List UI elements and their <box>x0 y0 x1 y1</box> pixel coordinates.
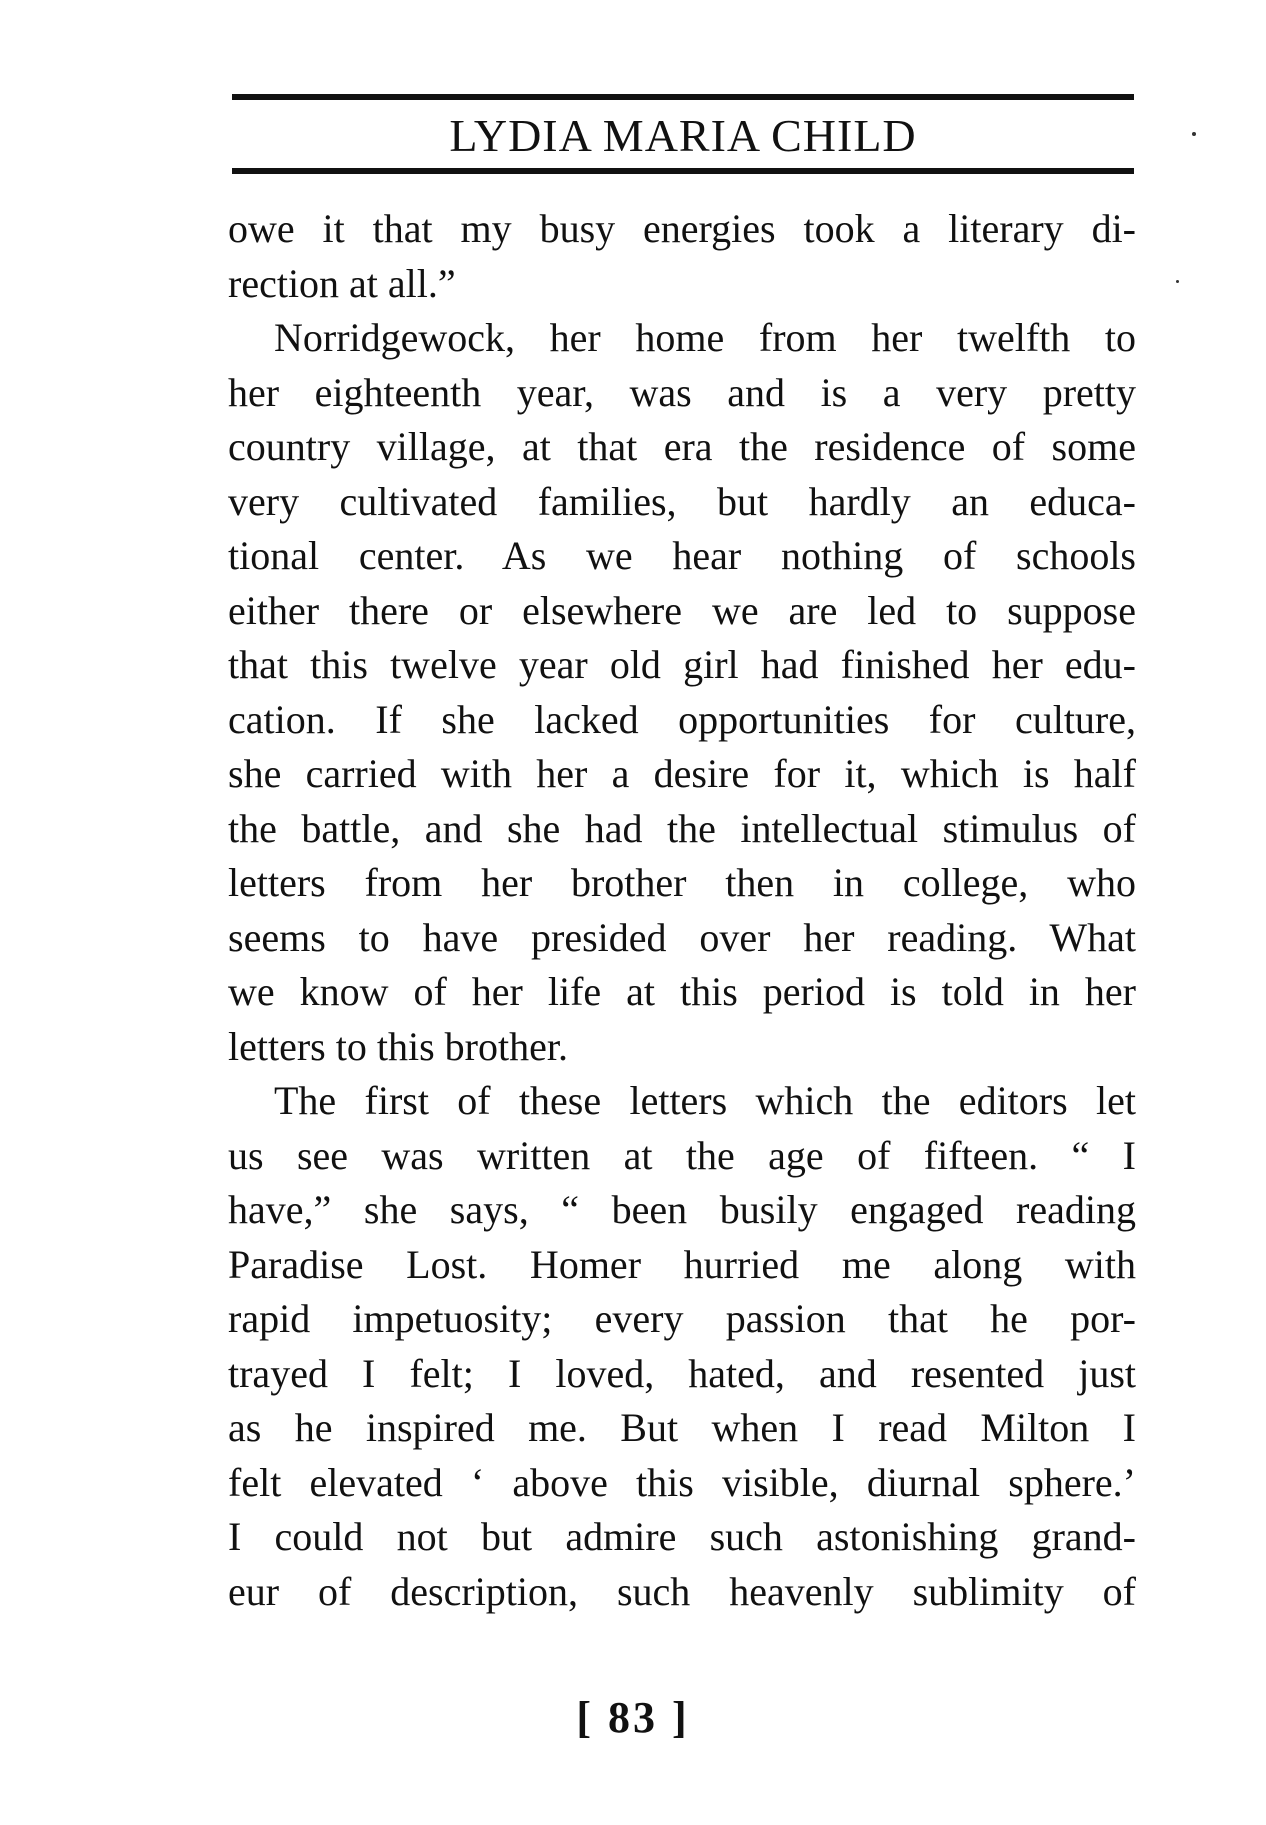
text-line: eur of description, such heavenly sublimity of <box>228 1568 1136 1614</box>
text-line: as he inspired me. But when I read Milton I <box>228 1405 1136 1450</box>
text-line: us see was written at the age of fifteen. “ I <box>228 1132 1136 1178</box>
text-line: her eighteenth year, was and is a very pretty <box>228 369 1136 415</box>
text-line: the battle, and she had the intellectual stimulus of <box>228 805 1136 851</box>
text-line: that this twelve year old girl had finished her edu- <box>228 642 1136 687</box>
text-line: rection at all.” <box>228 260 456 306</box>
text-line: rapid impetuosity; every passion that he por- <box>228 1296 1136 1341</box>
body-text <box>228 202 1136 1619</box>
scan-speck <box>1192 132 1196 136</box>
text-line: letters from her brother then in college, who <box>228 860 1136 905</box>
text-line: have,” she says, “ been busily engaged reading <box>228 1187 1136 1232</box>
page-number: [ 83 ] <box>576 1693 690 1742</box>
text-line: The first of these letters which the editors let <box>274 1078 1136 1123</box>
header-rule-top <box>232 94 1134 100</box>
running-head: LYDIA MARIA CHILD <box>449 110 917 161</box>
text-line: Paradise Lost. Homer hurried me along with <box>228 1241 1136 1287</box>
text-line: country village, at that era the residence of some <box>228 424 1136 469</box>
text-line: trayed I felt; I loved, hated, and resented just <box>228 1350 1136 1396</box>
text-line: felt elevated ‘ above this visible, diurnal sphere.’ <box>228 1459 1136 1505</box>
header-rule-bottom <box>232 168 1134 174</box>
text-line: I could not but admire such astonishing grand- <box>228 1514 1136 1559</box>
text-line: cation. If she lacked opportunities for culture, <box>228 696 1136 742</box>
text-line: owe it that my busy energies took a literary di- <box>228 206 1136 251</box>
text-line: we know of her life at this period is told in her <box>228 969 1136 1014</box>
text-line: Norridgewock, her home from her twelfth to <box>274 315 1136 360</box>
scan-speck <box>1176 280 1179 283</box>
text-line: tional center. As we hear nothing of schools <box>228 533 1136 578</box>
text-line: seems to have presided over her reading. What <box>228 914 1136 960</box>
text-line: letters to this brother. <box>228 1023 568 1069</box>
text-line: very cultivated families, but hardly an educa- <box>228 478 1136 524</box>
text-line: either there or elsewhere we are led to suppose <box>228 587 1136 633</box>
text-line: she carried with her a desire for it, which is half <box>228 751 1136 796</box>
